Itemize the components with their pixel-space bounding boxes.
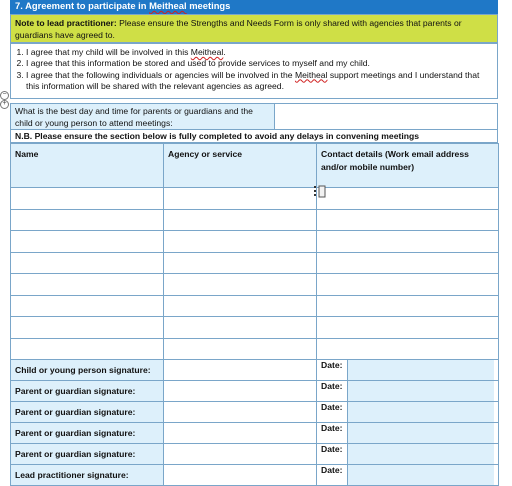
agreement-item-1: 1. I agree that my child will be involved in this Meitheal. — [26, 47, 493, 58]
date-field[interactable] — [348, 423, 494, 443]
signature-label: Parent or guardian signature: — [11, 402, 164, 423]
collapse-icon[interactable]: − — [0, 91, 9, 100]
signature-field[interactable] — [164, 444, 317, 465]
date-cell[interactable] — [317, 465, 499, 486]
agency-cell[interactable] — [164, 274, 317, 296]
name-cell[interactable] — [11, 338, 164, 360]
signature-field[interactable] — [164, 360, 317, 381]
date-cell[interactable] — [317, 360, 499, 381]
section-number: 7. — [15, 0, 23, 11]
signature-row — [11, 444, 499, 465]
signature-label: Parent or guardian signature: — [11, 423, 164, 444]
signature-label: Child or young person signature: — [11, 360, 164, 381]
date-label: Date: — [321, 423, 348, 443]
signature-row — [11, 423, 499, 444]
date-field[interactable] — [348, 381, 494, 401]
date-label: Date: — [321, 360, 348, 380]
date-label: Date: — [321, 402, 348, 422]
contact-cell[interactable] — [317, 274, 499, 296]
signature-row — [11, 465, 499, 486]
agency-cell[interactable] — [164, 295, 317, 317]
contact-cell[interactable] — [317, 209, 499, 231]
agency-cell[interactable] — [164, 209, 317, 231]
name-cell[interactable] — [11, 252, 164, 274]
date-field[interactable] — [348, 465, 494, 485]
table-row — [11, 317, 499, 339]
signature-field[interactable] — [164, 465, 317, 486]
date-label: Date: — [321, 444, 348, 464]
signature-label: Lead practitioner signature: — [11, 465, 164, 486]
contact-cell[interactable] — [317, 188, 499, 210]
signature-label: Parent or guardian signature: — [11, 444, 164, 465]
agency-cell[interactable] — [164, 252, 317, 274]
name-cell[interactable] — [11, 295, 164, 317]
agency-cell[interactable] — [164, 338, 317, 360]
table-header-row — [11, 144, 499, 188]
signature-row — [11, 360, 499, 381]
date-cell[interactable] — [317, 423, 499, 444]
agreement-item-2: 2. I agree that this information be stored and used to provide services to myself and my child. — [26, 58, 493, 69]
table-row — [11, 252, 499, 274]
table-row — [11, 338, 499, 360]
table-row — [11, 274, 499, 296]
name-cell[interactable] — [11, 209, 164, 231]
signature-field[interactable] — [164, 402, 317, 423]
table-row — [11, 188, 499, 210]
agreement-item-3: 3. I agree that the following individuals or agencies will be involved in the Meitheal support meetings and I understand that this information will be shared with the relevant agencies as agreed. — [26, 70, 493, 93]
agreement-list — [10, 43, 498, 99]
date-field[interactable] — [348, 444, 494, 464]
date-field[interactable] — [348, 402, 494, 422]
date-label: Date: — [321, 381, 348, 401]
section-title: Agreement to participate in Meitheal meetings — [25, 0, 231, 11]
contact-cell[interactable] — [317, 231, 499, 253]
signature-row — [11, 381, 499, 402]
contact-cell[interactable] — [317, 252, 499, 274]
note-text: Please ensure the Strengths and Needs Form is only shared with agencies that parents or guardians have agreed to. — [15, 18, 462, 40]
table-row — [11, 209, 499, 231]
note-label: Note to lead practitioner: — [15, 18, 117, 28]
date-cell[interactable] — [317, 402, 499, 423]
agency-cell[interactable] — [164, 317, 317, 339]
signature-field[interactable] — [164, 423, 317, 444]
date-label: Date: — [321, 465, 348, 485]
table-row — [11, 295, 499, 317]
signature-row — [11, 402, 499, 423]
agency-cell[interactable] — [164, 188, 317, 210]
signature-label: Parent or guardian signature: — [11, 381, 164, 402]
name-cell[interactable] — [11, 274, 164, 296]
date-field[interactable] — [348, 360, 494, 380]
contact-cell[interactable] — [317, 317, 499, 339]
name-cell[interactable] — [11, 188, 164, 210]
contacts-table — [10, 143, 499, 486]
contact-cell[interactable] — [317, 295, 499, 317]
expand-icon[interactable]: + — [0, 100, 9, 109]
name-cell[interactable] — [11, 317, 164, 339]
nb-notice: N.B. Please ensure the section below is fully completed to avoid any delays in convening meetings — [10, 130, 498, 143]
table-row — [11, 231, 499, 253]
best-time-question: What is the best day and time for parents or guardians and the child or young person to attend meetings: — [10, 103, 275, 130]
contact-cell[interactable] — [317, 338, 499, 360]
col-header-agency: Agency or service — [164, 144, 317, 188]
name-cell[interactable] — [11, 231, 164, 253]
section-header — [10, 0, 498, 14]
col-header-name: Name — [11, 144, 164, 188]
date-cell[interactable] — [317, 381, 499, 402]
agency-cell[interactable] — [164, 231, 317, 253]
col-header-contact: Contact details (Work email address and/or mobile number) — [317, 144, 499, 188]
date-cell[interactable] — [317, 444, 499, 465]
best-time-answer-field[interactable] — [275, 103, 498, 130]
spellcheck-word: Meitheal — [149, 0, 187, 11]
signature-field[interactable] — [164, 381, 317, 402]
note-banner — [10, 14, 498, 43]
table-move-handle-icon[interactable] — [313, 185, 327, 198]
